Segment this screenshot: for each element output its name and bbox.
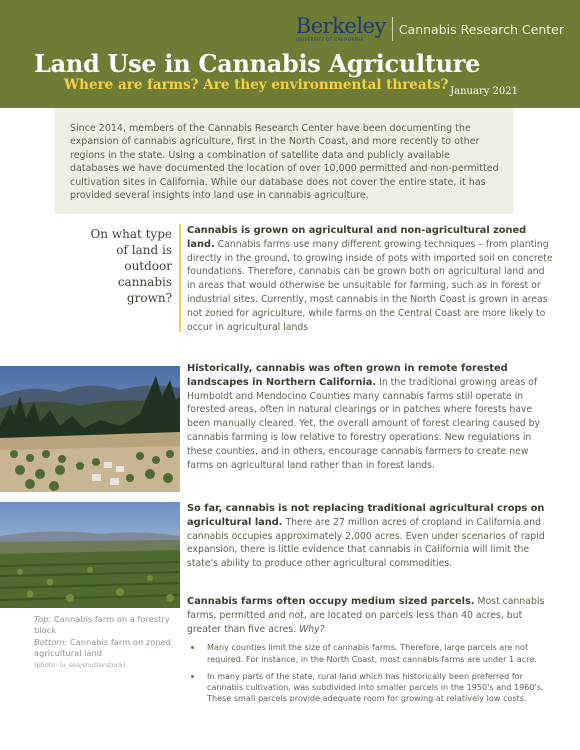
sidebar-heading: On what type of land is outdoor cannabis grown? <box>90 227 172 305</box>
accent-rule <box>179 224 181 332</box>
caption-bottom-label: Bottom: <box>34 636 68 647</box>
photo-caption <box>34 614 174 671</box>
bullet-item: • Many counties limit the size of cannabis farms. Therefore, large parcels are not required. For instance, in the North Coast, most cannabis farms are under 1 acre. <box>203 642 555 664</box>
section-lead: Cannabis is grown on agricultural and non-agricultural zoned land. <box>187 225 527 250</box>
brand-sub: UNIVERSITY OF CALIFORNIA <box>295 37 364 42</box>
caption-bottom <box>34 637 174 660</box>
section-lead: Historically, cannabis was often grown in remote forested landscapes in Northern California. <box>187 363 508 388</box>
publication-date: January 2021 <box>450 86 518 97</box>
photo-credit: (photo: lu_sea/shutterstock) <box>34 661 126 670</box>
section-cropland <box>187 502 555 571</box>
section-body: There are 27 million acres of cropland in California and cannabis occupies approximately 2,000 acres. Even under scenarios of rapid expansion, there is little evidence that cannabis in California will limit the state's ability to produce other agricultural commodities. <box>187 516 545 570</box>
header-banner <box>0 0 580 108</box>
berkeley-logo <box>296 16 386 42</box>
section-parcels <box>187 595 555 710</box>
brand-name: Berkeley <box>295 14 386 38</box>
bullet-list <box>187 642 555 704</box>
section-forest <box>187 362 555 472</box>
caption-bottom-text: Cannabis farm on zoned agricultural land <box>34 636 171 658</box>
intro-box <box>55 108 513 214</box>
caption-top-label: Top: <box>34 614 52 624</box>
caption-top-text: Cannabis farm on a forestry block <box>34 614 170 636</box>
page-subtitle: Where are farms? Are they environmental threats? <box>64 77 449 93</box>
caption-top <box>34 614 174 637</box>
intro-text: Since 2014, members of the Cannabis Research Center have been documenting the expansion of cannabis agriculture, first in the North Coast, and more recently to other regions in the state. Using a combination of satellite data and publicly available databases we have documented the location of over 10,000 permitted and non-permitted cultivation sites in California. While our database does not cover the entire state, it has provided several insights into land use in cannabis agriculture. <box>70 123 499 202</box>
section-lead: Cannabis farms often occupy medium sized parcels. <box>187 596 475 607</box>
agricultural-farm-photo <box>0 502 180 608</box>
section-lead: So far, cannabis is not replacing traditional agricultural crops on agricultural land. <box>187 503 545 528</box>
bullet-item: • In many parts of the state, rural land which has historically been preferred for cannabis cultivation, was subdivided into smaller parcels in the 1950's and 1960's. These small parcels provide adequate room for growing at relatively low costs. <box>203 671 555 705</box>
center-name: Cannabis Research Center <box>398 21 564 37</box>
section-body: Most cannabis farms, permitted and not, are located on parcels less than 40 acres, but greater than five acres. <box>187 596 545 635</box>
section-body: Cannabis farms use many different growing techniques – from planting directly in the ground, to growing inside of pots with imported soil on concrete foundations. Therefore, cannabis can be grown both on agricultural land and in areas that would otherwise be unsuitable for farming, such as in forest or industrial sites. Currently, most cannabis in the North Coast is grown in areas not zoned for agriculture, while farms on the Central Coast are more likely to occur in agricultural lands <box>187 238 553 333</box>
section-question: Why? <box>299 623 325 635</box>
forestry-farm-photo <box>0 366 180 492</box>
section-body: In the traditional growing areas of Humboldt and Mendocino Counties many cannabis farms still operate in forested areas, often in natural clearings or in patches where forests have been manually cleared. Yet, the overall amount of forest clearing caused by cannabis farming is low relative to forestry operations. New regulations in these counties, and in others, encourage cannabis farmers to create new farms on agricultural land rather than in forest lands. <box>187 376 541 471</box>
page-title: Land Use in Cannabis Agriculture <box>34 49 481 78</box>
brand-divider <box>392 17 393 41</box>
section-zoning <box>187 224 555 334</box>
brand-lockup <box>296 16 564 42</box>
